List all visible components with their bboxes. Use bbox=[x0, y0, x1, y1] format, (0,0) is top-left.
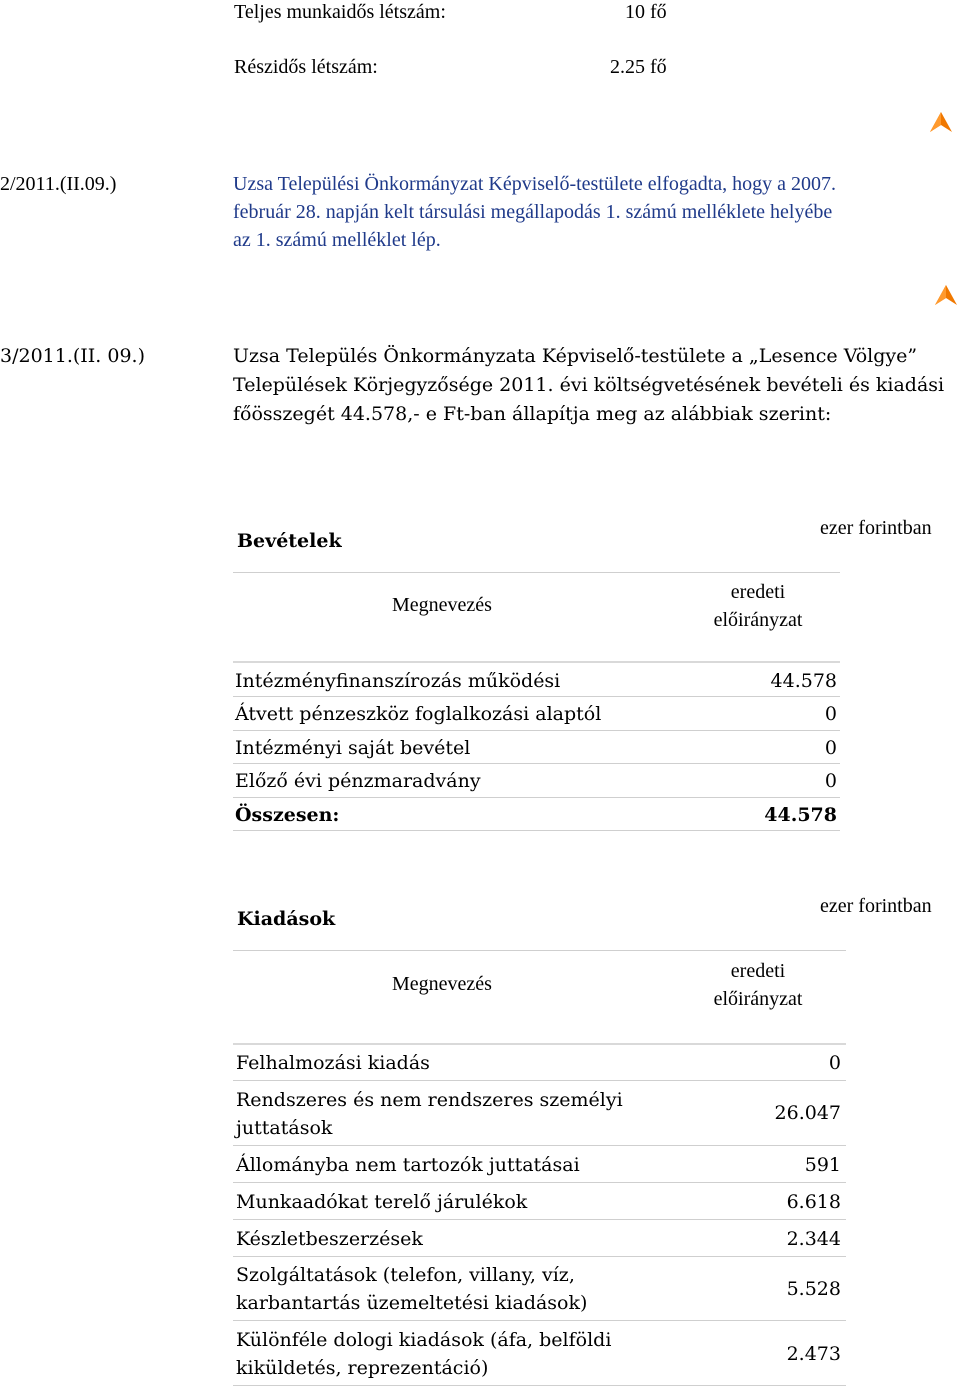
table-row-name: Különféle dologi kiadások (áfa, belföldi bbox=[236, 1329, 612, 1351]
divider bbox=[233, 830, 840, 831]
table-row-name-cont: juttatások bbox=[236, 1117, 333, 1139]
table-row-value: 6.618 bbox=[786, 1191, 841, 1213]
table-row-name: Készletbeszerzések bbox=[236, 1228, 423, 1250]
table-row-value: 44.578 bbox=[770, 670, 837, 692]
table-row-value: 26.047 bbox=[774, 1102, 841, 1124]
table-row-name: Intézményi saját bevétel bbox=[235, 737, 471, 759]
income-unit: ezer forintban bbox=[820, 517, 932, 539]
divider bbox=[233, 661, 840, 663]
divider bbox=[233, 797, 840, 798]
expenses-col-value-1: eredeti bbox=[730, 960, 786, 982]
decision-2-line2: február 28. napján kelt társulási megállapodás 1. számú melléklete helyébe bbox=[233, 201, 833, 223]
income-col-value-1: eredeti bbox=[730, 581, 786, 603]
divider bbox=[233, 1385, 846, 1386]
income-title: Bevételek bbox=[237, 530, 342, 552]
table-row-name: Intézményfinanszírozás működési bbox=[235, 670, 561, 692]
parttime-label: Részidős létszám: bbox=[234, 56, 378, 78]
divider bbox=[233, 950, 846, 951]
decision-3-line3: főösszegét 44.578,- e Ft-ban állapítja meg az alábbiak szerint: bbox=[233, 403, 832, 425]
table-row-name-cont: kiküldetés, reprezentáció) bbox=[236, 1357, 489, 1379]
fulltime-value: 10 fő bbox=[625, 1, 667, 23]
table-row-name: Felhalmozási kiadás bbox=[236, 1052, 430, 1074]
table-row-value: 0 bbox=[828, 1052, 841, 1074]
up-arrow-icon[interactable] bbox=[933, 283, 959, 309]
table-row-name: Munkaadókat terelő járulékok bbox=[236, 1191, 528, 1213]
decision-2-line1: Uzsa Települési Önkormányzat Képviselő-testülete elfogadta, hogy a 2007. bbox=[233, 173, 837, 195]
divider bbox=[233, 730, 840, 731]
total-value: 44.578 bbox=[764, 804, 837, 826]
decision-3-line1: Uzsa Település Önkormányzata Képviselő-testülete a „Lesence Völgye” bbox=[233, 345, 918, 367]
table-row-value: 5.528 bbox=[786, 1278, 841, 1300]
income-col-value-2: előirányzat bbox=[713, 609, 803, 631]
total-label: Összesen: bbox=[235, 804, 340, 826]
expenses-col-value-2: előirányzat bbox=[713, 988, 803, 1010]
decision-2-number: 2/2011.(II.09.) bbox=[0, 173, 117, 195]
divider bbox=[233, 572, 840, 573]
fulltime-label: Teljes munkaidős létszám: bbox=[234, 1, 446, 23]
divider bbox=[233, 1219, 846, 1220]
table-row-name-cont: karbantartás üzemeltetési kiadások) bbox=[236, 1292, 588, 1314]
expenses-title: Kiadások bbox=[237, 908, 336, 930]
divider bbox=[233, 1080, 846, 1081]
divider bbox=[233, 1043, 846, 1045]
divider bbox=[233, 696, 840, 697]
table-row-name: Állományba nem tartozók juttatásai bbox=[236, 1154, 580, 1176]
table-row-value: 2.473 bbox=[786, 1343, 841, 1365]
decision-2-line3: az 1. számú melléklet lép. bbox=[233, 229, 441, 251]
income-col-name: Megnevezés bbox=[392, 594, 492, 616]
expenses-col-name: Megnevezés bbox=[392, 973, 492, 995]
divider bbox=[233, 1182, 846, 1183]
divider bbox=[233, 1320, 846, 1321]
decision-3-number: 3/2011.(II. 09.) bbox=[0, 345, 146, 367]
divider bbox=[233, 1256, 846, 1257]
table-row-name: Szolgáltatások (telefon, villany, víz, bbox=[236, 1264, 575, 1286]
table-row-value: 0 bbox=[824, 737, 837, 759]
table-row-value: 0 bbox=[824, 770, 837, 792]
parttime-value: 2.25 fő bbox=[610, 56, 667, 78]
table-row-value: 2.344 bbox=[786, 1228, 841, 1250]
table-row-name: Átvett pénzeszköz foglalkozási alaptól bbox=[235, 703, 602, 725]
table-row-name: Rendszeres és nem rendszeres személyi bbox=[236, 1089, 623, 1111]
decision-3-line2: Települések Körjegyzősége 2011. évi költségvetésének bevételi és kiadási bbox=[233, 374, 945, 396]
divider bbox=[233, 1145, 846, 1146]
table-row-name: Előző évi pénzmaradvány bbox=[235, 770, 481, 792]
up-arrow-icon[interactable] bbox=[928, 110, 954, 136]
table-row-value: 591 bbox=[804, 1154, 841, 1176]
table-row-value: 0 bbox=[824, 703, 837, 725]
expenses-unit: ezer forintban bbox=[820, 895, 932, 917]
divider bbox=[233, 763, 840, 764]
